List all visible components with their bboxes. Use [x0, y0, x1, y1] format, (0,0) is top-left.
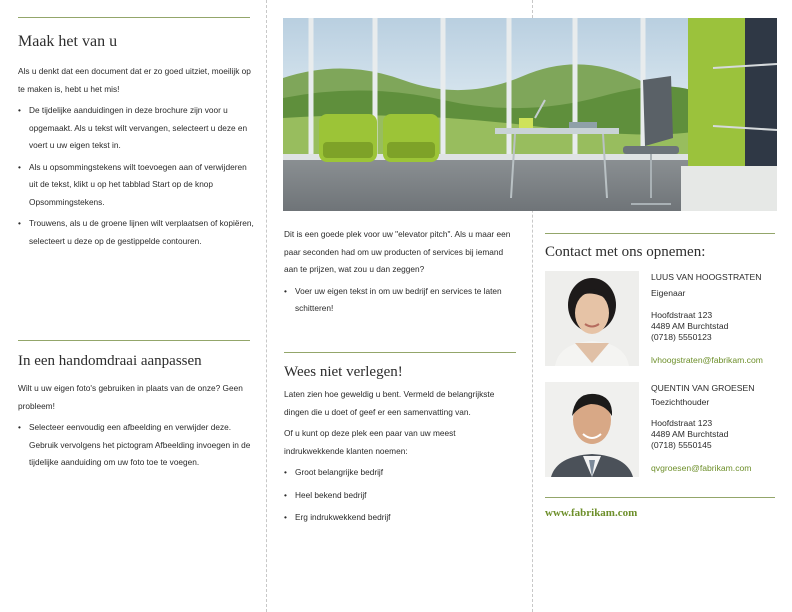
customize-list [18, 419, 254, 472]
section-title-verlegen: Wees niet verlegen! [284, 364, 403, 380]
list-item: • Heel bekend bedrijf [284, 487, 516, 505]
clients-list [284, 464, 516, 527]
contact-role: Toezichthouder [651, 397, 710, 407]
avatar [545, 382, 639, 477]
customize-intro: Wilt u uw eigen foto's gebruiken in plaats van de onze? Geen probleem! [18, 383, 243, 411]
contact-role: Eigenaar [651, 288, 686, 298]
contact-street: Hoofdstraat 123 [651, 310, 713, 320]
left-section-customize [18, 352, 254, 472]
list-item: • Voer uw eigen tekst in om uw bedrijf en services te laten schitteren! [284, 283, 514, 318]
avatar [545, 271, 639, 366]
contact-city: 4489 AM Burchtstad [651, 429, 729, 439]
section-rule [545, 233, 775, 234]
pitch-text: Dit is een goede plek voor uw "elevator pitch". Als u maar een paar seconden had om uw producten of services bij iemand aan te prijzen, wat zou u dan zeggen? [284, 229, 511, 274]
office-photo [283, 18, 777, 211]
list-item: • Erg indrukwekkend bedrijf [284, 509, 516, 527]
contact-email-link[interactable]: lvhoogstraten@fabrikam.com [651, 355, 763, 365]
pitch-block [284, 226, 514, 318]
section-title-aanpassen: In een handomdraai aanpassen [18, 353, 202, 369]
list-item: • Selecteer eenvoudig een afbeelding en verwijder deze. Gebruik vervolgens het pictogram Afbeelding invoegen in de tijdelijke aanduiding om uw foto toe te voegen. [18, 419, 254, 472]
section-rule [18, 17, 250, 18]
contact-email-link[interactable]: qvgroesen@fabrikam.com [651, 463, 752, 473]
list-item: • Trouwens, als u de groene lijnen wilt verplaatsen of kopiëren, selecteert u deze op de gestippelde contouren. [18, 215, 254, 250]
contact-title: Contact met ons opnemen: [545, 244, 706, 260]
list-item: • De tijdelijke aanduidingen in deze brochure zijn voor u opgemaakt. Als u tekst wilt vervangen, selecteert u deze en voert u uw eigen tekst in. [18, 102, 254, 155]
intro-text: Als u denkt dat een document dat er zo goed uitziet, moeilijk op te maken is, hebt u het mis! [18, 66, 251, 94]
contact-name: LUUS VAN HOOGSTRATEN [651, 272, 762, 282]
list-item: • Als u opsommingstekens wilt toevoegen aan of verwijderen uit de tekst, klikt u op het tabblad Start op de knop Opsommingstekens. [18, 159, 254, 212]
fold-line-left [266, 0, 267, 612]
section-title-maak: Maak het van u [18, 33, 118, 50]
middle-section-shy [284, 362, 516, 527]
contact-street: Hoofdstraat 123 [651, 418, 713, 428]
contact-card [651, 383, 781, 474]
shy-text-2: Of u kunt op deze plek een paar van uw meest indrukwekkende klanten noemen: [284, 428, 456, 456]
shy-text-1: Laten zien hoe geweldig u bent. Vermeld de belangrijkste dingen die u doet of geef er een samenvatting van. [284, 389, 495, 417]
tips-list [18, 102, 254, 250]
list-item: • Groot belangrijke bedrijf [284, 464, 516, 482]
contact-phone: (0718) 5550123 [651, 332, 712, 342]
contact-card [651, 272, 781, 366]
contact-phone: (0718) 5550145 [651, 440, 712, 450]
pitch-list [284, 283, 514, 318]
contact-city: 4489 AM Burchtstad [651, 321, 729, 331]
contact-name: QUENTIN VAN GROESEN [651, 383, 755, 393]
website-link[interactable]: www.fabrikam.com [545, 507, 638, 519]
section-rule [18, 340, 250, 341]
left-section-intro [18, 33, 254, 250]
section-rule [284, 352, 516, 353]
section-rule [545, 497, 775, 498]
